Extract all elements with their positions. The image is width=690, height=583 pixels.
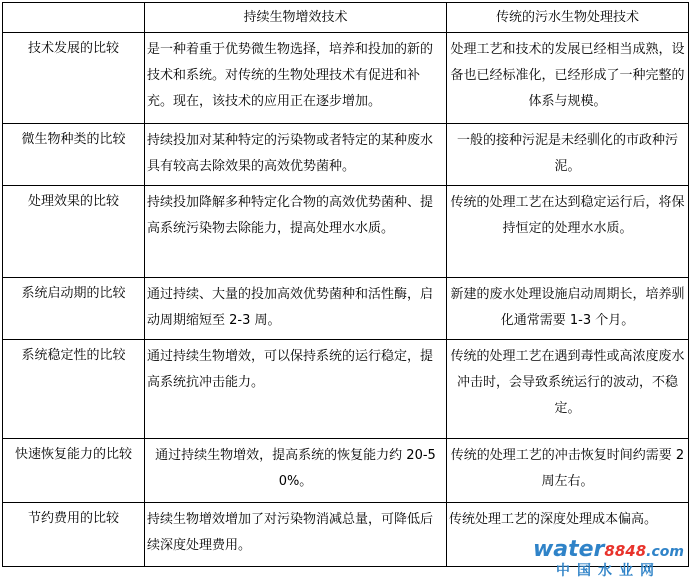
cell-bioaugmentation: 持续投加降解多种特定化合物的高效优势菌种、提高系统污染物去除能力，提高处理水水质。 bbox=[145, 186, 447, 278]
cell-bioaugmentation: 通过持续生物增效，可以保持系统的运行稳定，提高系统抗冲击能力。 bbox=[145, 340, 447, 439]
table-header-row bbox=[3, 3, 689, 33]
cell-bioaugmentation: 通过持续、大量的投加高效优势菌种和活性酶，启动周期缩短至 2-3 周。 bbox=[145, 278, 447, 340]
cell-traditional: 传统的处理工艺的冲击恢复时间约需要 2 周左右。 bbox=[447, 439, 689, 503]
cell-traditional: 传统处理工艺的深度处理成本偏高。 bbox=[447, 503, 689, 567]
cell-bioaugmentation: 通过持续生物增效，提高系统的恢复能力约 20-50%。 bbox=[145, 439, 447, 503]
row-label: 系统稳定性的比较 bbox=[3, 340, 145, 439]
cell-bioaugmentation: 是一种着重于优势微生物选择，培养和投加的新的技术和系统。对传统的生物处理技术有促进和补充。现在，该技术的应用正在逐步增加。 bbox=[145, 33, 447, 124]
header-continuous-bioaugmentation: 持续生物增效技术 bbox=[145, 3, 447, 33]
watermark-chinese: 中国水业网 bbox=[555, 563, 661, 579]
row-label: 系统启动期的比较 bbox=[3, 278, 145, 340]
row-label: 处理效果的比较 bbox=[3, 186, 145, 278]
table-row bbox=[3, 439, 689, 503]
table-row bbox=[3, 33, 689, 124]
table-row bbox=[3, 340, 689, 439]
watermark-logo bbox=[533, 539, 684, 579]
cell-bioaugmentation: 持续生物增效增加了对污染物消减总量，可降低后续深度处理费用。 bbox=[145, 503, 447, 567]
row-label: 微生物种类的比较 bbox=[3, 124, 145, 186]
row-label: 技术发展的比较 bbox=[3, 33, 145, 124]
watermark-brand-number: 8848 bbox=[604, 542, 647, 560]
cell-traditional: 传统的处理工艺在达到稳定运行后，将保持恒定的处理水水质。 bbox=[447, 186, 689, 278]
table-row bbox=[3, 278, 689, 340]
cell-traditional: 一般的接种污泥是未经驯化的市政种污泥。 bbox=[447, 124, 689, 186]
header-traditional-treatment: 传统的污水生物处理技术 bbox=[447, 3, 689, 33]
cell-bioaugmentation: 持续投加对某种特定的污染物或者特定的某种废水具有较高去除效果的高效优势菌种。 bbox=[145, 124, 447, 186]
row-label: 快速恢复能力的比较 bbox=[3, 439, 145, 503]
watermark-brand-domain: .com bbox=[646, 544, 684, 560]
table-row bbox=[3, 186, 689, 278]
cell-traditional: 处理工艺和技术的发展已经相当成熟，设备也已经标准化，已经形成了一种完整的体系与规模。 bbox=[447, 33, 689, 124]
row-label: 节约费用的比较 bbox=[3, 503, 145, 567]
cell-traditional: 传统的处理工艺在遇到毒性或高浓度废水冲击时，会导致系统运行的波动，不稳定。 bbox=[447, 340, 689, 439]
table-row bbox=[3, 124, 689, 186]
cell-traditional: 新建的废水处理设施启动周期长，培养驯化通常需要 1-3 个月。 bbox=[447, 278, 689, 340]
comparison-table bbox=[2, 2, 689, 567]
watermark-brand-word: water bbox=[532, 537, 605, 562]
header-empty bbox=[3, 3, 145, 33]
